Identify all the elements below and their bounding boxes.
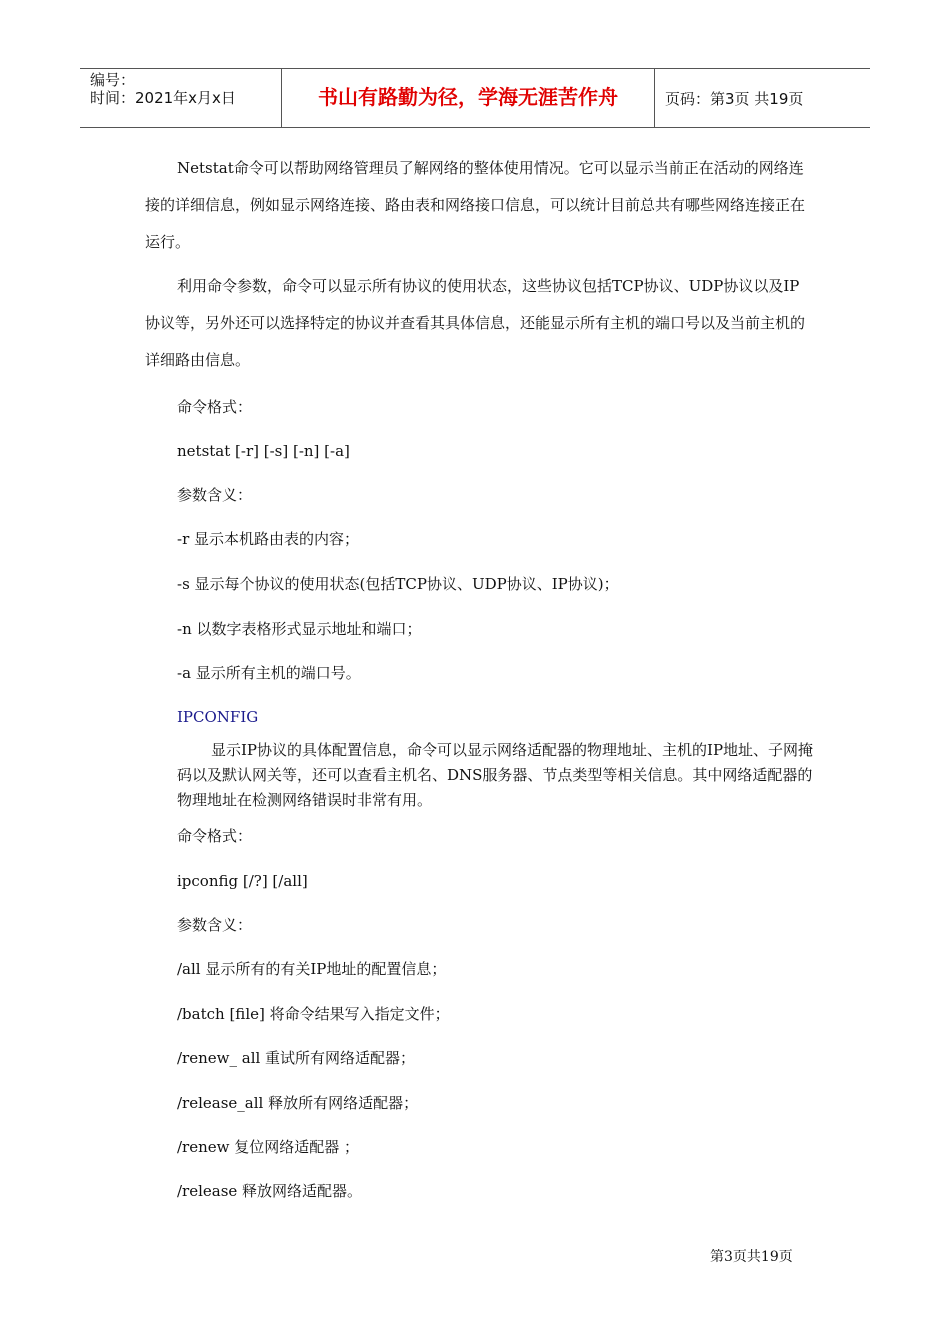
netstat-param-n: -n 以数字表格形式显示地址和端口； [177, 620, 422, 638]
ipconfig-param-renew: /renew 复位网络适配器 ； [177, 1138, 360, 1156]
page-footer: 第3页共19页 [710, 1249, 793, 1265]
netstat-paragraph-2: 利用命令参数，命令可以显示所有协议的使用状态，这些协议包括TCP协议、UDP协议以及IP协议等，另外还可以选择特定的协议并查看其具体信息，还能显示所有主机的端口号以及当前主机的详细路由信息。 [145, 277, 806, 369]
netstat-param-s: -s 显示每个协议的使用状态(包括TCP协议、UDP协议、IP协议)； [177, 575, 619, 593]
header-page-info: 页码：第3页 共19页 [665, 90, 804, 108]
ipconfig-param-release-all: /release_all 释放所有网络适配器； [177, 1094, 419, 1112]
netstat-param-r: -r 显示本机路由表的内容； [177, 530, 360, 548]
header-motto-cell [282, 69, 655, 127]
ipconfig-paragraph: 显示IP协议的具体配置信息，命令可以显示网络适配器的物理地址、主机的IP地址、子网掩码以及默认网关等，还可以查看主机名、DNS服务器、节点类型等相关信息。其中网络适配器的物理地址在检测网络错误时非常有用。 [177, 741, 814, 809]
header-page-cell [655, 69, 870, 127]
netstat-format-label: 命令格式： [177, 398, 253, 416]
netstat-format: netstat [-r] [-s] [-n] [-a] [177, 442, 350, 460]
header-left-cell [80, 69, 282, 127]
ipconfig-params-label: 参数含义： [177, 916, 253, 934]
time-label: 时间：2021年x月x日 [90, 89, 236, 107]
ipconfig-format: ipconfig [/?] [/all] [177, 872, 308, 890]
netstat-params-label: 参数含义： [177, 486, 253, 504]
ipconfig-heading: IPCONFIG [177, 708, 259, 726]
motto: 书山有路勤为径，学海无涯苦作舟 [318, 85, 618, 109]
ipconfig-param-batch: /batch [file] 将命令结果写入指定文件； [177, 1005, 450, 1023]
netstat-params-intro [145, 268, 810, 379]
netstat-paragraph-1: Netstat命令可以帮助网络管理员了解网络的整体使用情况。它可以显示当前正在活动的网络连接的详细信息，例如显示网络连接、路由表和网络接口信息，可以统计目前总共有哪些网络连接正在运行。 [145, 159, 806, 251]
netstat-param-a: -a 显示所有主机的端口号。 [177, 664, 361, 682]
ipconfig-format-label: 命令格式： [177, 827, 253, 845]
ipconfig-param-renew-all: /renew_ all 重试所有网络适配器； [177, 1049, 416, 1067]
ipconfig-param-release: /release 释放网络适配器。 [177, 1182, 363, 1200]
netstat-intro [145, 150, 810, 261]
page-header [80, 68, 870, 128]
ipconfig-param-all: /all 显示所有的有关IP地址的配置信息； [177, 960, 447, 978]
number-label: 编号： [90, 71, 136, 89]
